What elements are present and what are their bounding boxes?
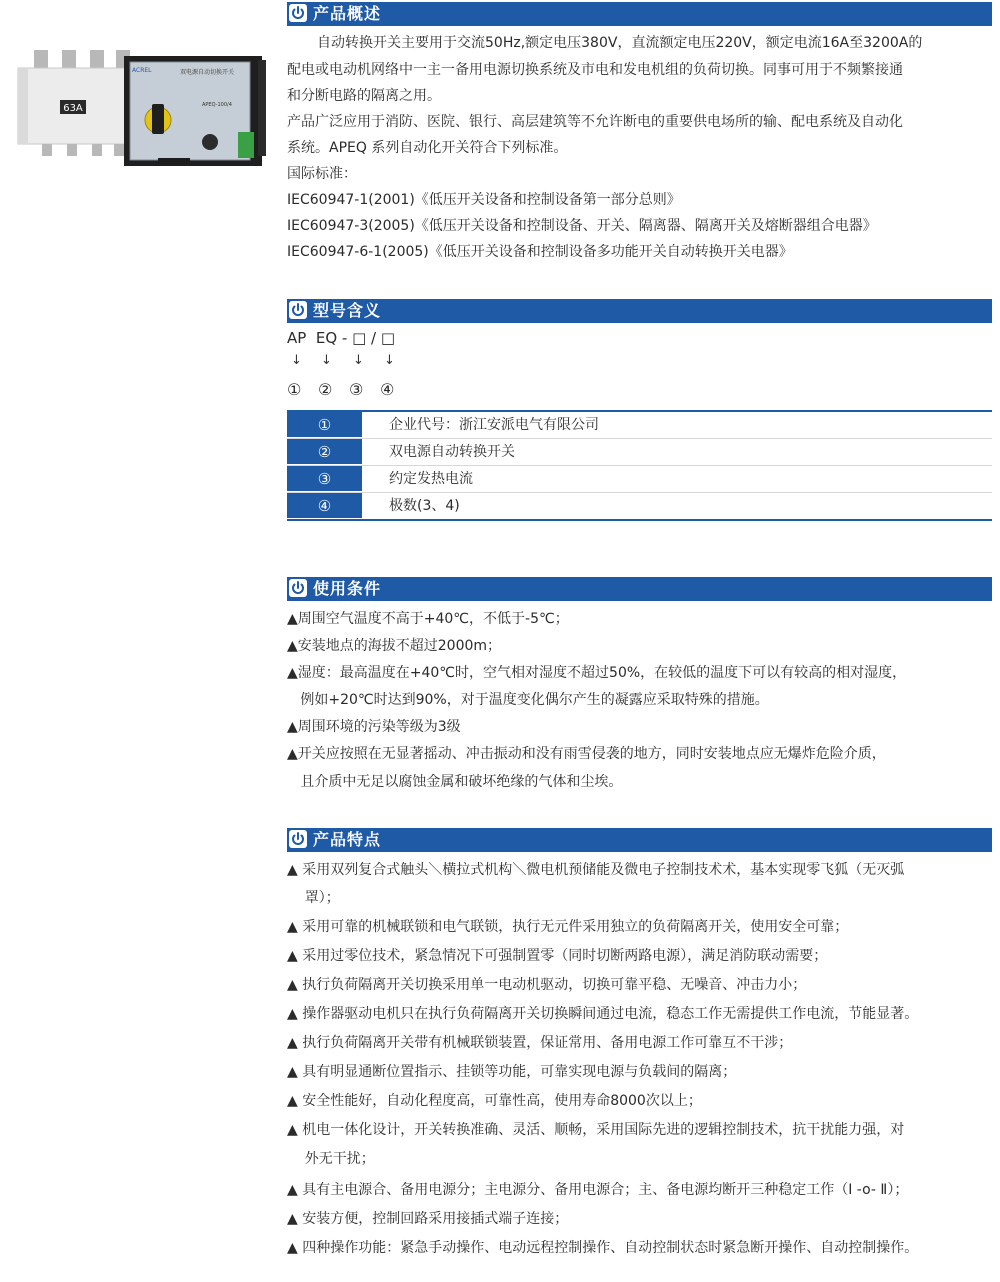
arrow-3: ↓ [353,353,364,368]
rating-label: 63A [63,103,83,114]
row-number: ③ [287,466,362,492]
row-text: 极数(3、4) [389,498,460,514]
marker-4: ④ [380,380,395,399]
section-title: 使用条件 [313,579,382,598]
condition-line-4: 例如+20℃时达到90%，对于温度变化偶尔产生的凝露应采取特殊的措施。 [287,692,769,708]
condition-line-2: ▲安装地点的海拔不超过2000m； [287,638,502,654]
power-icon [289,830,307,848]
table-row [287,412,992,439]
feature-line-6: ▲ 操作器驱动电机只在执行负荷隔离开关切换瞬间通过电流，稳态工作无需提供工作电流，节能显著。 [287,1006,919,1022]
power-icon [289,4,307,22]
panel-text: 双电源自动切换开关 [180,69,235,76]
section-title: 型号含义 [313,301,382,320]
feature-line-7: ▲ 执行负荷隔离开关带有机械联锁装置，保证常用、备用电源工作可靠互不干涉； [287,1035,793,1051]
feature-line-12: ▲ 具有主电源合、备用电源分；主电源分、备用电源合；主、备电源均断开三种稳定工作（Ⅰ -o- Ⅱ）； [287,1182,909,1198]
feature-line-13: ▲ 安装方便，控制回路采用接插式端子连接； [287,1211,569,1227]
feature-line-2: 罩）； [287,890,340,906]
row-number: ② [287,439,362,465]
arrow-4: ↓ [384,353,395,368]
row-number: ④ [287,493,362,519]
section-header-model [287,299,992,323]
feature-line-4: ▲ 采用过零位技术，紧急情况下可强制置零（同时切断两路电源），满足消防联动需要； [287,948,828,964]
condition-line-1: ▲周围空气温度不高于+40℃，不低于-5℃； [287,611,569,627]
table-row [287,466,992,493]
overview-line-7: IEC60947-1(2001)《低压开关设备和控制设备第一部分总则》 [287,192,681,208]
overview-line-8: IEC60947-3(2005)《低压开关设备和控制设备、开关、隔离器、隔离开关及熔断器组合电器》 [287,218,877,234]
overview-line-1: 自动转换开关主要用于交流50Hz,额定电压380V，直流额定电压220V，额定电流16A至3200A的 [317,35,923,51]
model-text: APEQ-100/4 [202,102,232,108]
overview-line-5: 系统。APEQ 系列自动化开关符合下列标准。 [287,140,568,156]
condition-line-7: 且介质中无足以腐蚀金属和破坏绝缘的气体和尘埃。 [287,774,623,790]
overview-line-3: 和分断电路的隔离之用。 [287,88,441,104]
row-text: 企业代号：浙江安派电气有限公司 [389,417,599,433]
row-text: 约定发热电流 [389,471,473,487]
row-text: 双电源自动转换开关 [389,444,515,460]
feature-line-9: ▲ 安全性能好，自动化程度高，可靠性高，使用寿命8000次以上； [287,1093,702,1109]
marker-3: ③ [349,380,364,399]
overview-line-6: 国际标准： [287,166,357,182]
power-icon [289,579,307,597]
arrow-1: ↓ [291,353,302,368]
marker-2: ② [318,380,333,399]
feature-line-11: 外无干扰； [287,1151,375,1167]
feature-line-3: ▲ 采用可靠的机械联锁和电气联锁，执行无元件采用独立的负荷隔离开关，使用安全可靠； [287,919,849,935]
model-table [287,410,992,521]
section-title: 产品特点 [313,830,382,849]
overview-line-9: IEC60947-6-1(2005)《低压开关设备和控制设备多功能开关自动转换开关电器》 [287,244,793,260]
overview-line-4: 产品广泛应用于消防、医院、银行、高层建筑等不允许断电的重要供电场所的输、配电系统及自动化 [287,114,903,130]
table-row [287,493,992,519]
feature-line-5: ▲ 执行负荷隔离开关切换采用单一电动机驱动，切换可靠平稳、无噪音、冲击力小； [287,977,807,993]
brand-text: ACREL [132,67,152,74]
section-header-overview [287,2,992,26]
section-header-features [287,828,992,852]
condition-line-5: ▲周围环境的污染等级为3级 [287,719,461,735]
model-code: AP EQ - □ / □ [287,329,396,347]
feature-line-10: ▲ 机电一体化设计，开关转换准确、灵活、顺畅，采用国际先进的逻辑控制技术，抗干扰能力强，对 [287,1122,905,1138]
feature-line-1: ▲ 采用双列复合式触头＼横拉式机构＼微电机预储能及微电子控制技术术，基本实现零飞狐（无灭弧 [287,862,905,878]
feature-line-8: ▲ 具有明显通断位置指示、挂锁等功能，可靠实现电源与负载间的隔离； [287,1064,737,1080]
section-title: 产品概述 [313,4,382,23]
overview-line-2: 配电或电动机网络中一主一备用电源切换系统及市电和发电机组的负荷切换。同事可用于不频繁接通 [287,62,903,78]
condition-line-6: ▲开关应按照在无显著摇动、冲击振动和没有雨雪侵袭的地方，同时安装地点应无爆炸危险介质， [287,746,886,762]
condition-line-3: ▲湿度：最高温度在+40℃时，空气相对湿度不超过50%，在较低的温度下可以有较高的相对湿度， [287,665,907,681]
feature-line-14: ▲ 四种操作功能：紧急手动操作、电动远程控制操作、自动控制状态时紧急断开操作、自动控制操作。 [287,1240,919,1256]
product-image [12,40,267,190]
row-number: ① [287,412,362,438]
power-icon [289,301,307,319]
marker-1: ① [287,380,302,399]
section-header-conditions [287,577,992,601]
table-row [287,439,992,466]
arrow-2: ↓ [321,353,332,368]
